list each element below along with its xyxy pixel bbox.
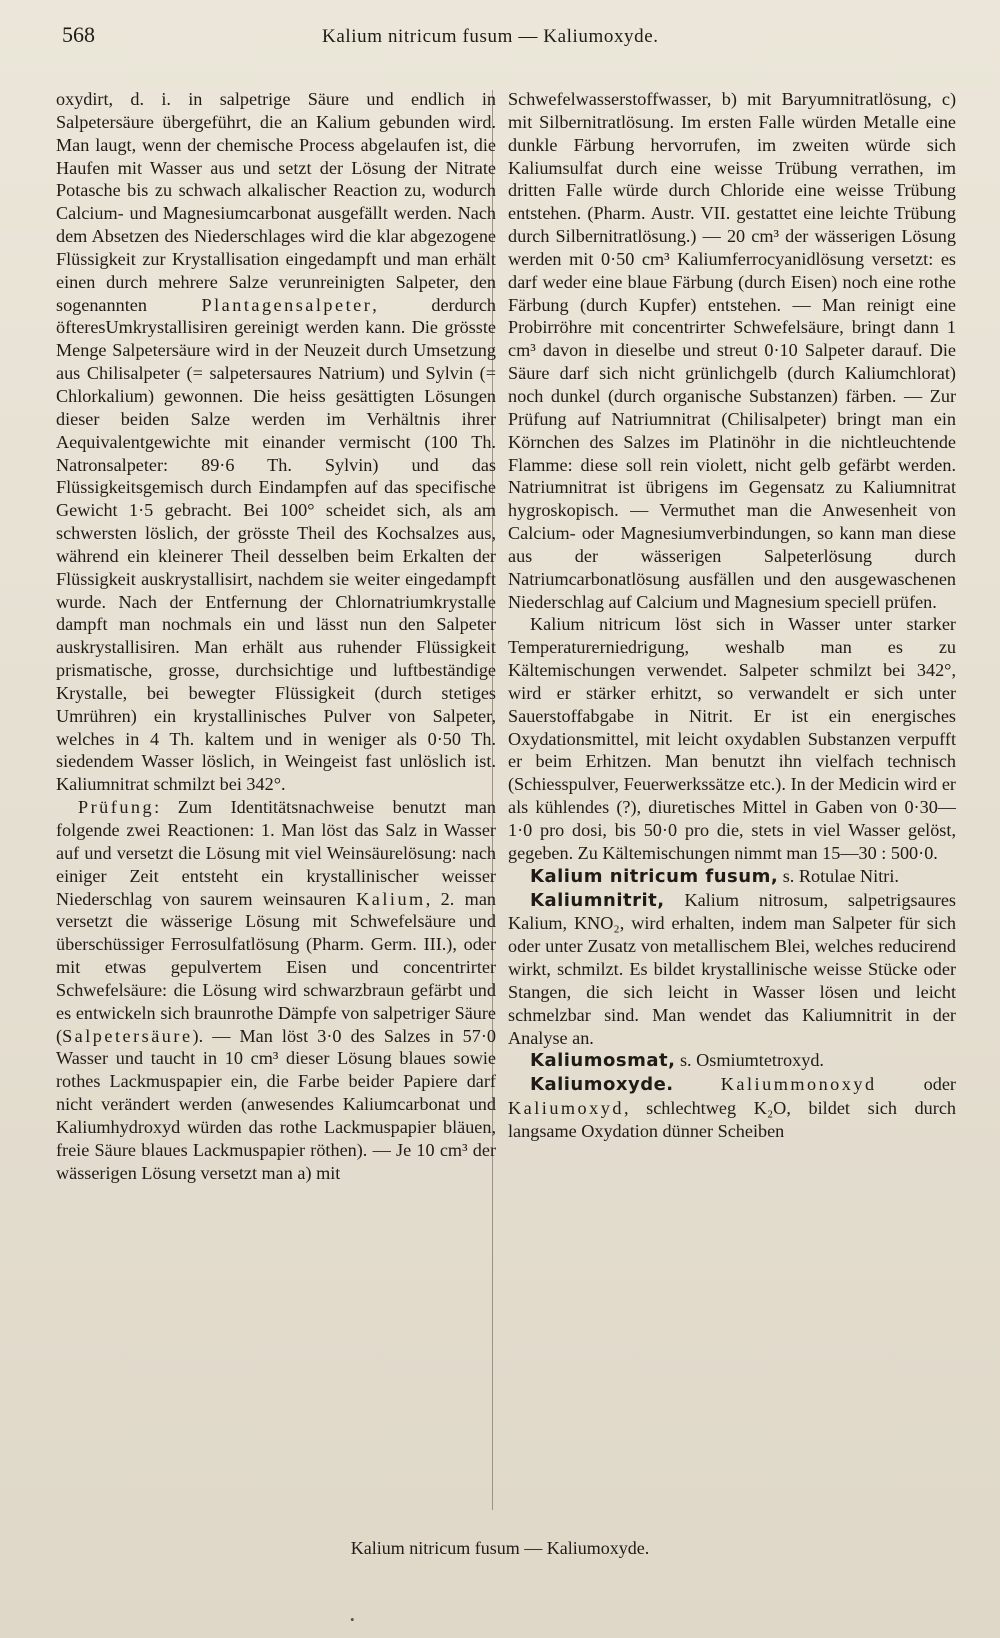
term-kaliummonoxyd: Kaliummonoxyd (720, 1074, 877, 1095)
term-plantagensalpeter: Plantagensalpeter (201, 294, 373, 315)
entry-kaliumoxyde: Kaliumoxyde. Kaliummonoxyd oder Kaliumoxyd, schlechtweg K₂O, bildet sich durch langsame Oxydation dünner Scheiben (508, 1074, 956, 1141)
paragraph-production: oxydirt, d. i. in salpetrige Säure und endlich in Salpetersäure übergeführt, die an Kalium gebunden wird. Man laugt, wenn der chemische Process abgelaufen ist, die Haufen mit Wasser aus und setzt der Lösung der Nitrate Potasche bis zu schwach alkalischer Reaction zu, wodurch Calcium- und Magnesiumcarbonat ausgefällt werden. Nach dem Absetzen des Niederschlages wird die klar abgezogene Flüssigkeit zur Krystallisation eingedampft und man erhält einen durch mehrere Salze verunreinigten Salpeter, den sogenannten Plantagensalpeter, derdurch öfteresUmkrystallisiren gereinigt werden kann. Die grösste Menge Salpetersäure wird in der Neuzeit durch Umsetzung aus Chilisalpeter (= salpetersaures Natrium) und Sylvin (= Chlorkalium) gewonnen. Die heiss gesättigten Lösungen dieser beiden Salze werden im Verhältnis ihrer Aequivalentgewichte mit einander vermischt (100 Th. Natronsalpeter: 89·6 Th. Sylvin) und das Flüssigkeitsgemisch durch Eindampfen auf das specifische Gewicht 1·5 gebracht. Bei 100° scheidet sich, als am schwersten löslich, der grösste Theil des Kochsalzes aus, während ein kleinerer Theil desselben beim Erkalten der Flüssigkeit auskrystallisirt, nachdem sie weiter eingedampft wurde. Nach der Entfernung der Chlornatriumkrystalle dampft man nochmals ein und lässt nun den Salpeter auskrystallisiren. Man erhält aus ruhender Flüssigkeit prismatische, grosse, durchsichtige und luftbeständige Krystalle, bei bewegter Flüssigkeit (durch stetiges Umrühren) ein krystallinisches Pulver von Salpeter, welches in 4 Th. kaltem und in weniger als 0·50 Th. siedendem Wasser löslich, in Weingeist fast unlöslich ist. Kaliumnitrat schmilzt bei 342°. (56, 89, 497, 795)
running-title: Kalium nitricum fusum — Kaliumoxyde. (322, 26, 659, 47)
term-kaliumoxyd: Kaliumoxyd (508, 1098, 624, 1119)
term-pruefung: Prüfung (78, 797, 155, 818)
term-kalium: Kalium (356, 888, 426, 909)
paragraph-properties: Kalium nitricum löst sich in Wasser unter starker Temperaturerniedrigung, weshalb man es zu Kältemischungen verwendet. Salpeter schmilzt bei 342°, wird er stärker erhitzt, so verwandelt er sich unter Sauerstoffabgabe in Nitrit. Er ist ein energisches Oxydationsmittel, mit leicht oxydablen Substanzen verpufft er beim Erhitzen. Man benutzt ihn vielfach technisch (Schiesspulver, Feuerwerkssätze etc.). In der Medicin wird er als kühlendes (?), diuretisches Mittel in Gaben von 0·30—1·0 pro dosi, bis 50·0 pro die, stets in viel Wasser gelöst, gegeben. Zu Kältemischungen nimmt man 15—30 : 500·0. (508, 614, 956, 863)
headword: Kaliumosmat, (530, 1050, 676, 1072)
headword: Kalium nitricum fusum, (530, 865, 779, 887)
page-number: 568 (62, 22, 95, 47)
right-column (508, 88, 956, 1143)
headword: Kaliumoxyde. (530, 1074, 674, 1096)
term-salpetersaeure: Salpetersäure (62, 1025, 193, 1046)
entry-kalium-nitricum-fusum: Kalium nitricum fusum, s. Rotulae Nitri. (530, 865, 899, 887)
left-column (56, 88, 496, 1185)
paragraph-pruefung: Prüfung: Zum Identitätsnachweise benutzt man folgende zwei Reactionen: 1. Man löst das Salz in Wasser auf und versetzt die Lösung mit viel Weinsäurelösung: nach einiger Zeit entsteht ein krystallinischer weisser Niederschlag von saurem weinsauren Kalium, 2. man versetzt die wässerige Lösung mit Schwefelsäure und überschüssiger Ferrosulfatlösung (Pharm. Germ. III.), oder mit etwas gepulvertem Eisen und concentrirter Schwefelsäure: die Lösung wird schwarzbraun gefärbt und es entwickeln sich braunrothe Dämpfe von salpetriger Säure (Salpetersäure). — Man löst 3·0 des Salzes in 57·0 Wasser und taucht in 10 cm³ dieser Lösung blaues sowie rothes Lackmuspapier ein, die Farbe beider Papiere darf nicht verändert werden (anwesendes Kaliumcarbonat und Kaliumhydroxyd würden das rothe Lackmuspapier bläuen, freie Säure blaues Lackmuspapier röthen). — Je 10 cm³ der wässerigen Lösung versetzt man a) mit (56, 797, 496, 1183)
headword: Kaliumnitrit, (530, 889, 665, 911)
footer-running-title: Kalium nitricum fusum — Kaliumoxyde. (350, 1538, 650, 1558)
entry-kaliumosmat: Kaliumosmat, s. Osmiumtetroxyd. (530, 1050, 824, 1072)
entry-kaliumnitrit: Kaliumnitrit, Kalium nitrosum, salpetrigsaures Kalium, KNO₂, wird erhalten, indem man Salpeter für sich oder unter Zusatz von metallischem Blei, welches reducirend wirkt, schmilzt. Es bildet krystallinische weisse Stücke oder Stangen, die sich leicht in Wasser lösen und leicht schmelzbar sind. Man wendet das Kaliumnitrit in der Analyse an. (508, 889, 956, 1048)
page-mark: • (350, 1612, 355, 1627)
paragraph-pruefung-cont: Schwefelwasserstoffwasser, b) mit Baryumnitratlösung, c) mit Silbernitratlösung. Im ersten Falle würden Metalle eine dunkle Färbung hervorrufen, im zweiten würde sich Kaliumsulfat durch eine weisse Trübung verrathen, im dritten Falle würde durch Chloride eine weisse Trübung entstehen. (Pharm. Austr. VII. gestattet eine leichte Trübung durch Silbernitratlösung.) — 20 cm³ der wässerigen Lösung werden mit 0·50 cm³ Kaliumferrocyanidlösung versetzt: es darf weder eine blaue Färbung (durch Eisen) noch eine rothe Färbung (durch Kupfer) entstehen. — Man reinigt eine Probirröhre mit concentrirter Schwefelsäure, bringt dann 1 cm³ davon in dieselbe und streut 0·10 Salpeter darauf. Die Säure darf sich nicht grünlichgelb (durch Kaliumchlorat) noch dunkel (durch organische Substanzen) färben. — Zur Prüfung auf Natriumnitrat (Chilisalpeter) bringt man ein Körnchen des Salzes im Platinöhr in die nichtleuchtende Flamme: diese soll rein violett, nicht gelb gefärbt werden. Natriumnitrat ist übrigens im Gegensatz zu Kaliumnitrat hygroskopisch. — Vermuthet man die Anwesenheit von Calcium- oder Magnesiumverbindungen, so kann man diese aus der wässerigen Salpeterlösung durch Natriumcarbonatlösung ausfällen und den ausgewaschenen Niederschlag auf Calcium und Magnesium speciell prüfen. (508, 89, 956, 612)
